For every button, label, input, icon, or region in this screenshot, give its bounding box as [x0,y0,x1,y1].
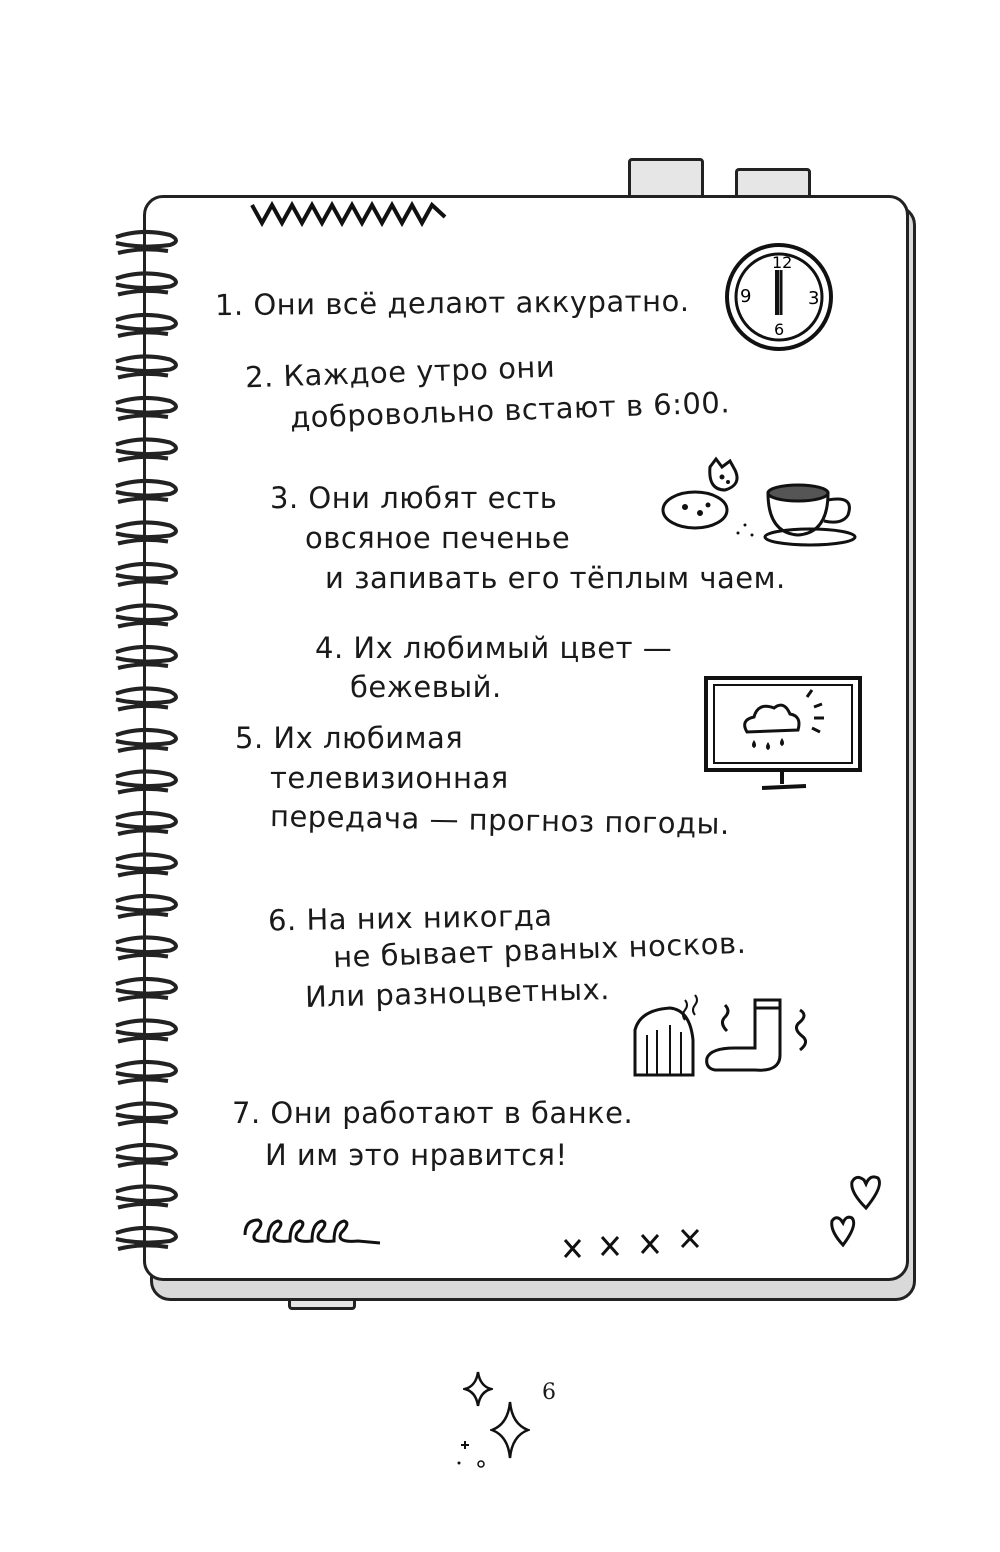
heart-icon-small [828,1213,858,1249]
note-4-line-1: 4. Их любимый цвет — [315,631,673,665]
sparkle-icon-large [490,1400,530,1460]
spiral-ring-lower [118,332,168,336]
spiral-ring-lower [118,540,168,544]
iron-and-sock-icon [625,990,825,1080]
heart-icon-large [848,1172,884,1212]
note-4-line-2: бежевый. [350,670,502,704]
clock-icon [722,240,837,355]
spiral-ring [116,896,176,911]
spiral-ring [116,937,176,952]
spiral-ring [116,813,176,828]
spiral-ring [116,398,176,413]
note-2-line-2: добровольно встают в 6:00. [289,385,731,435]
x-marks-doodle [560,1225,710,1265]
spiral-ring-lower [118,1079,168,1083]
spiral-ring-lower [118,789,168,793]
spiral-ring [116,854,176,869]
cookies-and-tea-icon [660,455,860,550]
spiral-ring-lower [118,955,168,959]
spiral-ring-lower [118,623,168,627]
spiral-ring-lower [118,1204,168,1208]
spiral-ring [116,730,176,745]
spiral-ring-lower [118,830,168,834]
spiral-ring [116,771,176,786]
spiral-ring [116,522,176,537]
spiral-ring [116,1228,176,1243]
spiral-binding [112,225,182,1255]
spiral-ring-lower [118,706,168,710]
spiral-ring [116,232,176,247]
tv-weather-icon [702,672,864,794]
note-3-line-1: 3. Они любят есть [270,481,558,515]
spiral-ring [116,1020,176,1035]
sparkle-dots [455,1433,495,1473]
spiral-ring [116,1186,176,1201]
spiral-ring-lower [118,581,168,585]
spiral-ring [116,273,176,288]
spiral-ring [116,688,176,703]
sparkle-icon-small [463,1370,493,1408]
spiral-ring-lower [118,291,168,295]
spiral-ring [116,605,176,620]
clock-label-12: 12 [772,253,793,272]
spiral-ring [116,979,176,994]
note-3-line-3: и запивать его тёплым чаем. [325,561,786,595]
spiral-ring [116,1145,176,1160]
spiral-ring-lower [118,1038,168,1042]
note-2-line-1: 2. Каждое утро они [244,349,556,395]
spiral-ring-lower [118,1121,168,1125]
page-number: 6 [542,1380,556,1405]
spiral-ring [116,439,176,454]
spiral-ring-lower [118,913,168,917]
spiral-ring-lower [118,747,168,751]
spiral-ring [116,1062,176,1077]
zigzag-doodle [250,195,450,230]
spiral-ring-lower [118,498,168,502]
spiral-ring [116,356,176,371]
spiral-ring-lower [118,872,168,876]
note-5-line-3: передача — прогноз погоды. [269,798,731,842]
note-7-line-2: И им это нравится! [265,1138,568,1172]
note-6-line-3: Или разноцветных. [304,972,611,1014]
spiral-ring-lower [118,664,168,668]
spiral-ring-lower [118,415,168,419]
spiral-ring-lower [118,996,168,1000]
loop-doodle [240,1205,385,1250]
spiral-ring-lower [118,457,168,461]
spiral-ring-lower [118,1245,168,1249]
note-6-line-1: 6. На них никогда [267,898,553,938]
spiral-ring-lower [118,1162,168,1166]
note-1: 1. Они всё делают аккуратно. [214,283,690,323]
note-3-line-2: овсяное печенье [305,521,571,555]
note-5-line-1: 5. Их любимая [235,721,464,755]
clock-label-9: 9 [740,286,752,307]
spiral-ring-lower [118,249,168,253]
clock-label-6: 6 [774,320,785,339]
note-5-line-2: телевизионная [270,761,509,795]
spiral-ring [116,647,176,662]
spiral-ring [116,1103,176,1118]
note-6-line-2: не бывает рваных носков. [332,925,747,975]
clock-label-3: 3 [808,288,820,309]
note-7-line-1: 7. Они работают в банке. [232,1096,634,1130]
spiral-ring [116,315,176,330]
spiral-ring [116,564,176,579]
spiral-ring [116,481,176,496]
spiral-ring-lower [118,374,168,378]
